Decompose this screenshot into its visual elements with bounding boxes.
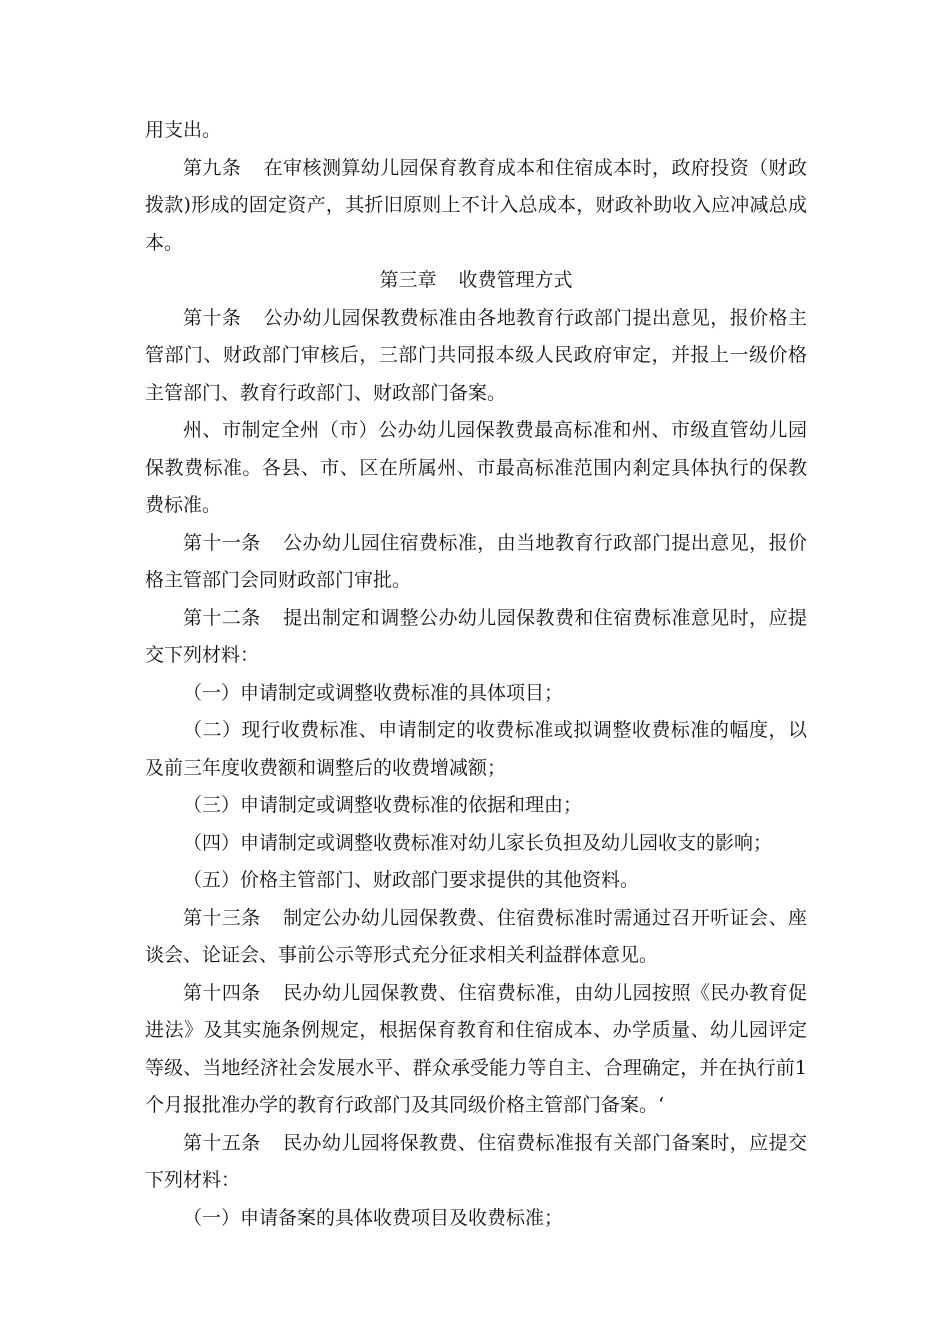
document-page: [145, 112, 807, 1237]
article-label: 第九条: [183, 156, 242, 179]
article-10: [145, 300, 807, 413]
paragraph-continuation: 用支出。: [145, 119, 222, 141]
article-text: 公办幼儿园住宿费标准，由当地教育行政部门提出意见，报价格主管部门会同财政部门审批。: [145, 531, 807, 591]
list-item: （一）申请备案的具体收费项目及收费标准；: [183, 1206, 564, 1229]
list-item: （五）价格主管部门、财政部门要求提供的其他资料。: [183, 869, 640, 891]
article-15: [145, 1125, 807, 1200]
article-label: 第十一条: [183, 531, 261, 554]
article-12: [145, 600, 807, 675]
article-13: [145, 900, 807, 975]
article-label: 第十四条: [183, 981, 261, 1004]
article-11: [145, 525, 807, 600]
paragraph-plain: 州、市制定全州（市）公办幼儿园保教费最高标准和州、市级直管幼儿园保教费标准。各县、市、区在所属州、市最高标准范围内剎定具体执行的保教费标准。: [145, 419, 807, 516]
list-item: （一）申请制定或调整收费标准的具体项目；: [183, 681, 564, 704]
chapter-title: 收费管理方式: [458, 269, 573, 291]
list-item: （四）申请制定或调整收费标准对幼儿家长负担及幼儿园收支的影响；: [183, 831, 773, 854]
list-item: （三）申请制定或调整收费标准的依据和理由；: [183, 794, 583, 816]
article-text: 制定公办幼儿园保教费、住宿费标准时需通过召开听证会、座谈会、论证会、事前公示等形式充分征求相关利益群体意见。: [145, 906, 807, 966]
chapter-heading: [145, 262, 807, 300]
article-label: 第十五条: [183, 1131, 261, 1154]
list-item: （二）现行收费标准、申请制定的收费标准或拟调整收费标准的幅度，以及前三年度收费额和调整后的收费增减额；: [145, 719, 807, 779]
chapter-label: 第三章: [379, 269, 437, 291]
article-14: [145, 975, 807, 1125]
article-label: 第十三条: [183, 906, 261, 929]
article-text: 提出制定和调整公办幼儿园保教费和住宿费标准意见时，应提交下列材料：: [145, 606, 807, 666]
article-text: 民办幼儿园将保教费、住宿费标准报有关部门备案时，应提交下列材料：: [145, 1131, 807, 1191]
article-label: 第十二条: [183, 606, 261, 629]
article-text: 民办幼儿园保教费、住宿费标准，由幼儿园按照《民办教育促进法》及其实施条例规定，根据保育教育和住宿成本、办学质量、幼儿园评定等级、当地经济社会发展水平、群众承受能力等自主、合理确定，并在执行前1个月报批准办学的教育行政部门及其同级价格主管部门备案。‘: [145, 981, 807, 1116]
article-text: 在审核测算幼儿园保育教育成本和住宿成本时，政府投资（财政拨款)形成的固定资产，其折旧原则上不计入总成本，财政补助收入应冲减总成本。: [145, 156, 807, 254]
article-label: 第十条: [183, 306, 242, 329]
article-9: [145, 150, 807, 263]
article-text: 公办幼儿园保教费标准由各地教育行政部门提出意见，报价格主管部门、财政部门审核后，三部门共同报本级人民政府审定，并报上一级价格主管部门、教育行政部门、财政部门备案。: [145, 306, 807, 404]
